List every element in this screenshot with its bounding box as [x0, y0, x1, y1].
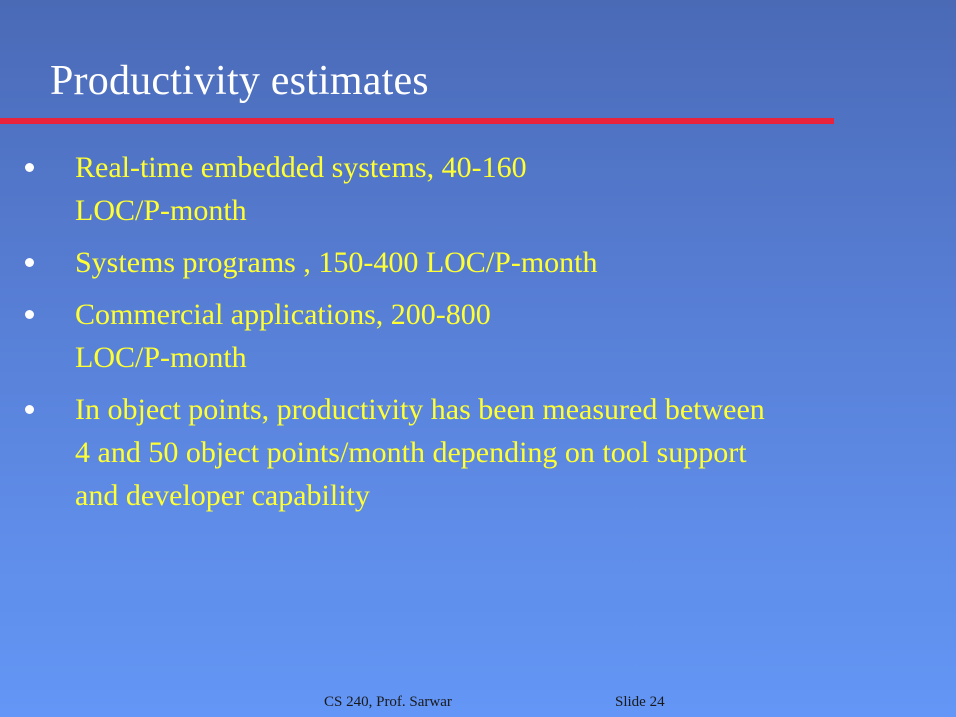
bullet-text-line: and developer capability — [75, 479, 370, 512]
bullet-item — [0, 388, 956, 517]
bullet-icon — [25, 405, 34, 414]
bullet-icon — [25, 163, 34, 172]
footer-course: CS 240, Prof. Sarwar — [324, 694, 452, 710]
bullet-icon — [25, 258, 34, 267]
bullet-item — [0, 293, 956, 379]
bullet-text-line: In object points, productivity has been measured between — [75, 393, 765, 426]
bullet-item — [0, 146, 956, 232]
bullet-text-line: LOC/P-month — [75, 194, 247, 227]
bullet-list — [0, 146, 956, 526]
title-underline — [0, 118, 834, 124]
bullet-icon — [25, 310, 34, 319]
bullet-item — [0, 241, 956, 284]
bullet-text-line: 4 and 50 object points/month depending on tool support — [75, 436, 747, 469]
footer-slide-number: Slide 24 — [615, 694, 665, 710]
bullet-text-line: LOC/P-month — [75, 341, 247, 374]
bullet-text-line: Systems programs , 150-400 LOC/P-month — [75, 246, 598, 279]
bullet-text-line: Real-time embedded systems, 40-160 — [75, 151, 527, 184]
slide-title: Productivity estimates — [50, 58, 429, 104]
bullet-text-line: Commercial applications, 200-800 — [75, 298, 491, 331]
